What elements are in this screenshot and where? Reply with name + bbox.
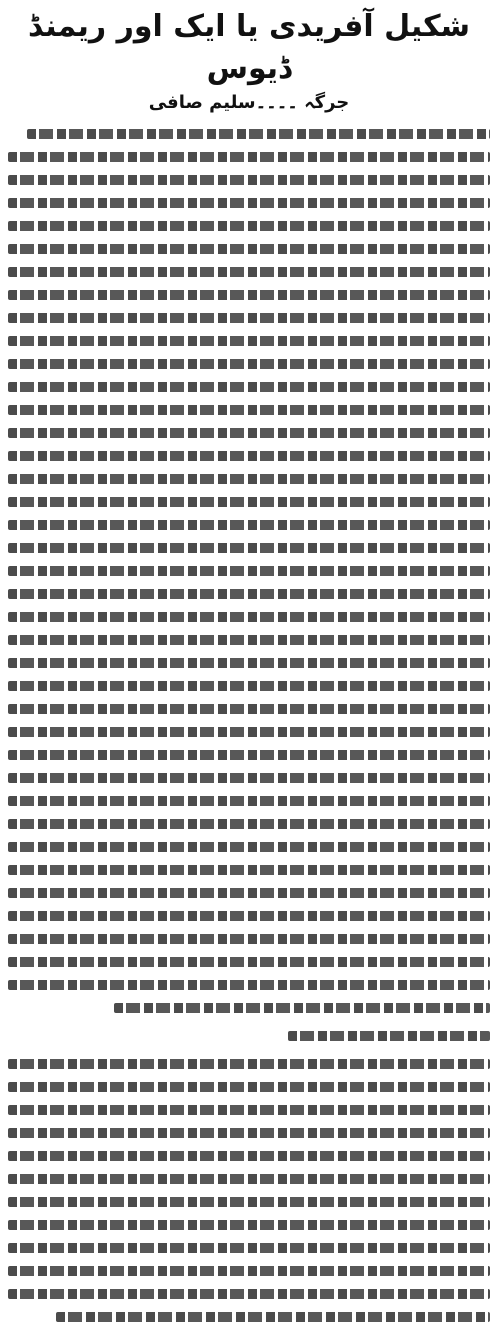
text-line-placeholder: [8, 1243, 490, 1253]
text-line-placeholder: [8, 175, 490, 185]
text-line-placeholder: [8, 497, 490, 507]
text-line-placeholder: [8, 1059, 490, 1069]
text-line: [8, 1190, 490, 1213]
text-line-placeholder: [8, 1151, 490, 1161]
text-line-placeholder: [8, 842, 490, 852]
text-line: [8, 329, 490, 352]
text-line: [8, 421, 490, 444]
text-line-placeholder: [8, 865, 490, 875]
text-line-placeholder: [8, 336, 490, 346]
text-line-placeholder: [56, 1312, 490, 1322]
text-line-placeholder: [8, 1128, 490, 1138]
text-line: [8, 1075, 490, 1098]
text-line: [8, 835, 490, 858]
text-line-placeholder: [8, 819, 490, 829]
text-line: [8, 467, 490, 490]
text-line-placeholder: [8, 911, 490, 921]
text-line-placeholder: [8, 704, 490, 714]
text-line-placeholder: [8, 681, 490, 691]
text-line: [8, 191, 490, 214]
text-line: [8, 352, 490, 375]
text-line: [8, 536, 490, 559]
text-line-placeholder: [8, 474, 490, 484]
text-line-placeholder: [8, 1174, 490, 1184]
article-title: شکیل آفریدی یا ایک اور ریمنڈ ڈیوس: [27, 9, 471, 86]
article-paragraph: [8, 122, 490, 1019]
text-line-placeholder: [288, 1031, 490, 1041]
text-line-placeholder: [8, 1289, 490, 1299]
text-line: [8, 306, 490, 329]
text-line: [8, 1167, 490, 1190]
text-line-placeholder: [8, 612, 490, 622]
text-line: [8, 490, 490, 513]
text-line-placeholder: [8, 1266, 490, 1276]
text-line-placeholder: [8, 727, 490, 737]
text-line: [8, 858, 490, 881]
text-line-placeholder: [8, 244, 490, 254]
text-line-placeholder: [8, 1105, 490, 1115]
text-line: [8, 766, 490, 789]
text-line-placeholder: [8, 152, 490, 162]
text-line-placeholder: [8, 658, 490, 668]
text-line-placeholder: [8, 520, 490, 530]
text-line: [8, 1024, 490, 1047]
text-line-placeholder: [8, 566, 490, 576]
text-line: [8, 743, 490, 766]
text-line: [8, 1259, 490, 1282]
text-line-placeholder: [8, 635, 490, 645]
text-line: [8, 789, 490, 812]
text-line: [8, 1236, 490, 1259]
text-line-placeholder: [8, 934, 490, 944]
text-line: [8, 904, 490, 927]
text-line-placeholder: [8, 313, 490, 323]
text-line: [8, 812, 490, 835]
text-line: [8, 1098, 490, 1121]
text-line: [8, 628, 490, 651]
text-line: [8, 1282, 490, 1305]
text-line-placeholder: [8, 1220, 490, 1230]
text-line: [8, 950, 490, 973]
text-line: [8, 605, 490, 628]
text-line: [8, 375, 490, 398]
text-line: [8, 651, 490, 674]
text-line: [8, 1213, 490, 1236]
text-line: [8, 674, 490, 697]
text-line: [8, 1305, 490, 1328]
text-line-placeholder: [8, 980, 490, 990]
text-line: [8, 973, 490, 996]
text-line: [8, 559, 490, 582]
text-line: [8, 1052, 490, 1075]
text-line-placeholder: [8, 589, 490, 599]
text-line-placeholder: [8, 1197, 490, 1207]
text-line: [8, 168, 490, 191]
text-line-placeholder: [8, 382, 490, 392]
text-line: [8, 996, 490, 1019]
author-byline: جرگہ ۔۔۔۔سلیم صافی: [148, 92, 350, 113]
article-paragraph: [8, 1052, 490, 1328]
text-line-placeholder: [8, 405, 490, 415]
text-line-placeholder: [8, 359, 490, 369]
text-line-placeholder: [8, 290, 490, 300]
text-line: [8, 237, 490, 260]
text-line: [8, 260, 490, 283]
text-line: [8, 398, 490, 421]
text-line-placeholder: [27, 129, 490, 139]
text-line-placeholder: [8, 267, 490, 277]
text-line-placeholder: [8, 451, 490, 461]
text-line: [8, 214, 490, 237]
text-line: [8, 927, 490, 950]
text-line-placeholder: [114, 1003, 490, 1013]
text-line-placeholder: [8, 1082, 490, 1092]
text-line-placeholder: [8, 221, 490, 231]
text-line-placeholder: [8, 773, 490, 783]
text-line-placeholder: [8, 888, 490, 898]
text-line-placeholder: [8, 796, 490, 806]
text-line: [8, 1144, 490, 1167]
text-line: [8, 145, 490, 168]
article-body: [8, 122, 490, 1328]
text-line: [8, 283, 490, 306]
text-line-placeholder: [8, 957, 490, 967]
text-line: [8, 513, 490, 536]
text-line-placeholder: [8, 750, 490, 760]
text-line-placeholder: [8, 543, 490, 553]
text-line: [8, 582, 490, 605]
text-line: [8, 720, 490, 743]
text-line: [8, 697, 490, 720]
text-line-placeholder: [8, 198, 490, 208]
text-line: [8, 1121, 490, 1144]
text-line: [8, 444, 490, 467]
text-line: [8, 881, 490, 904]
text-line: [8, 122, 490, 145]
article-paragraph: [8, 1024, 490, 1047]
text-line-placeholder: [8, 428, 490, 438]
